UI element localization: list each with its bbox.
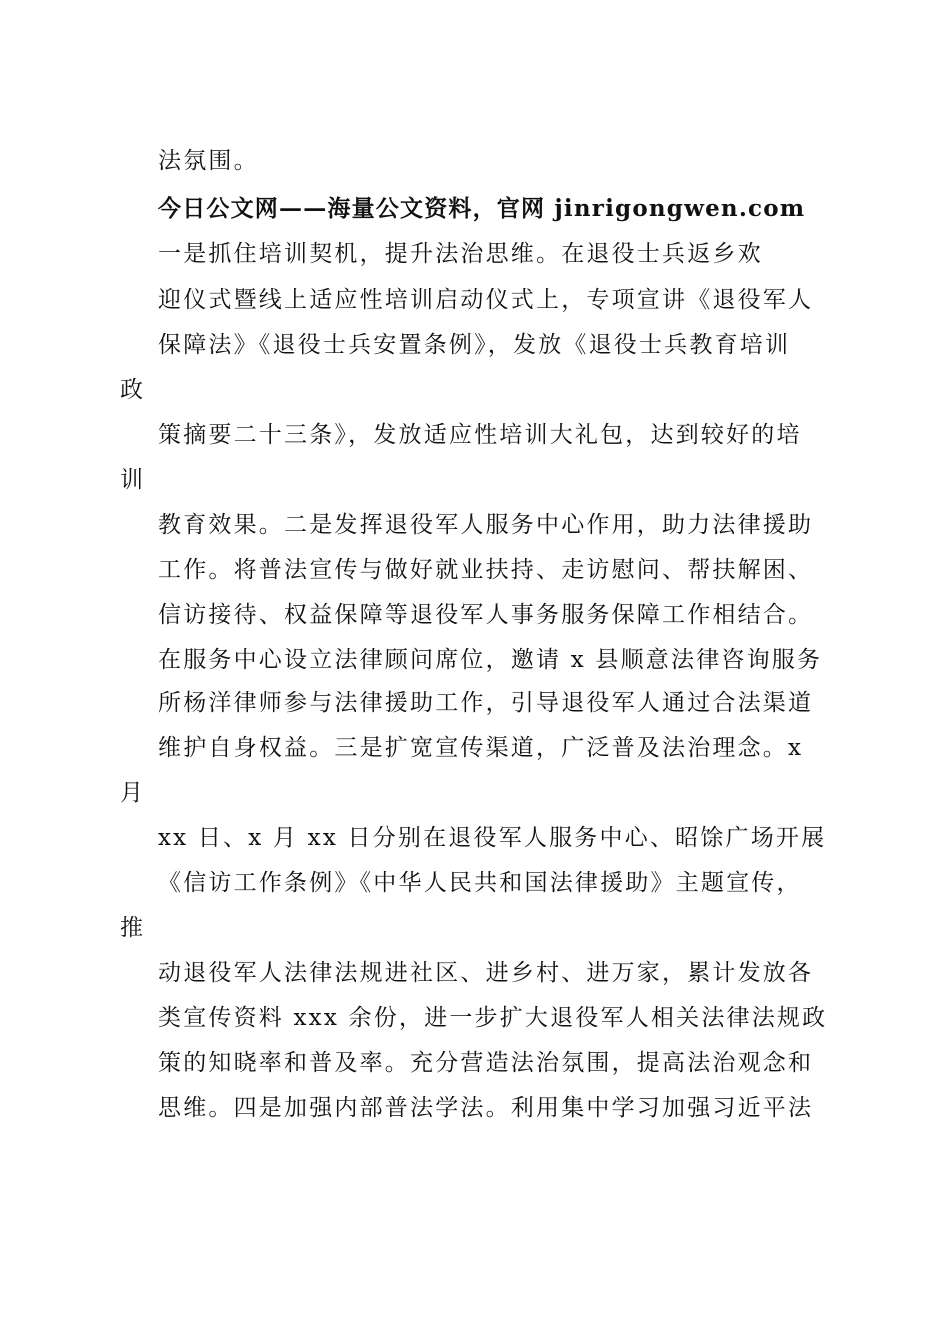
text-line-10: 信访接待、权益保障等退役军人事务服务保障工作相结合。 [158, 602, 814, 628]
text-line-2: 一是抓住培训契机，提升法治思维。在退役士兵返乡欢 [158, 241, 763, 267]
text-line-20: 策的知晓率和普及率。充分营造法治氛围，提高法治观念和 [158, 1050, 814, 1076]
text-line-11: 在服务中心设立法律顾问席位，邀请 x 县顺意法律咨询服务 [158, 647, 823, 673]
text-line-12: 所杨洋律师参与法律援助工作，引导退役军人通过合法渠道 [158, 690, 814, 716]
text-line-1: 法氛围。 [158, 148, 259, 174]
text-line-21: 思维。四是加强内部普法学法。利用集中学习加强习近平法 [158, 1095, 814, 1121]
text-line-14: 月 [120, 780, 146, 806]
text-line-5: 政 [120, 377, 146, 403]
text-line-15: xx 日、x 月 xx 日分别在退役军人服务中心、昭馀广场开展 [158, 825, 827, 851]
text-line-19: 类宣传资料 xxx 余份，进一步扩大退役军人相关法律法规政 [158, 1005, 828, 1031]
text-line-13: 维护自身权益。三是扩宽宣传渠道，广泛普及法治理念。x [158, 735, 804, 761]
text-line-7: 训 [120, 467, 146, 493]
text-line-18: 动退役军人法律法规进社区、进乡村、进万家，累计发放各 [158, 960, 814, 986]
watermark-line: 今日公文网——海量公文资料，官网 jinrigongwen.com [158, 195, 806, 222]
text-line-17: 推 [120, 915, 146, 941]
text-line-4: 保障法》《退役士兵安置条例》，发放《退役士兵教育培训 [158, 332, 791, 358]
text-line-6: 策摘要二十三条》，发放适应性培训大礼包，达到较好的培 [158, 422, 802, 448]
text-line-9: 工作。将普法宣传与做好就业扶持、走访慰问、帮扶解困、 [158, 557, 814, 583]
text-line-8: 教育效果。二是发挥退役军人服务中心作用，助力法律援助 [158, 512, 814, 538]
text-line-3: 迎仪式暨线上适应性培训启动仪式上，专项宣讲《退役军人 [158, 287, 814, 313]
text-line-16: 《信访工作条例》《中华人民共和国法律援助》主题宣传， [158, 870, 802, 896]
